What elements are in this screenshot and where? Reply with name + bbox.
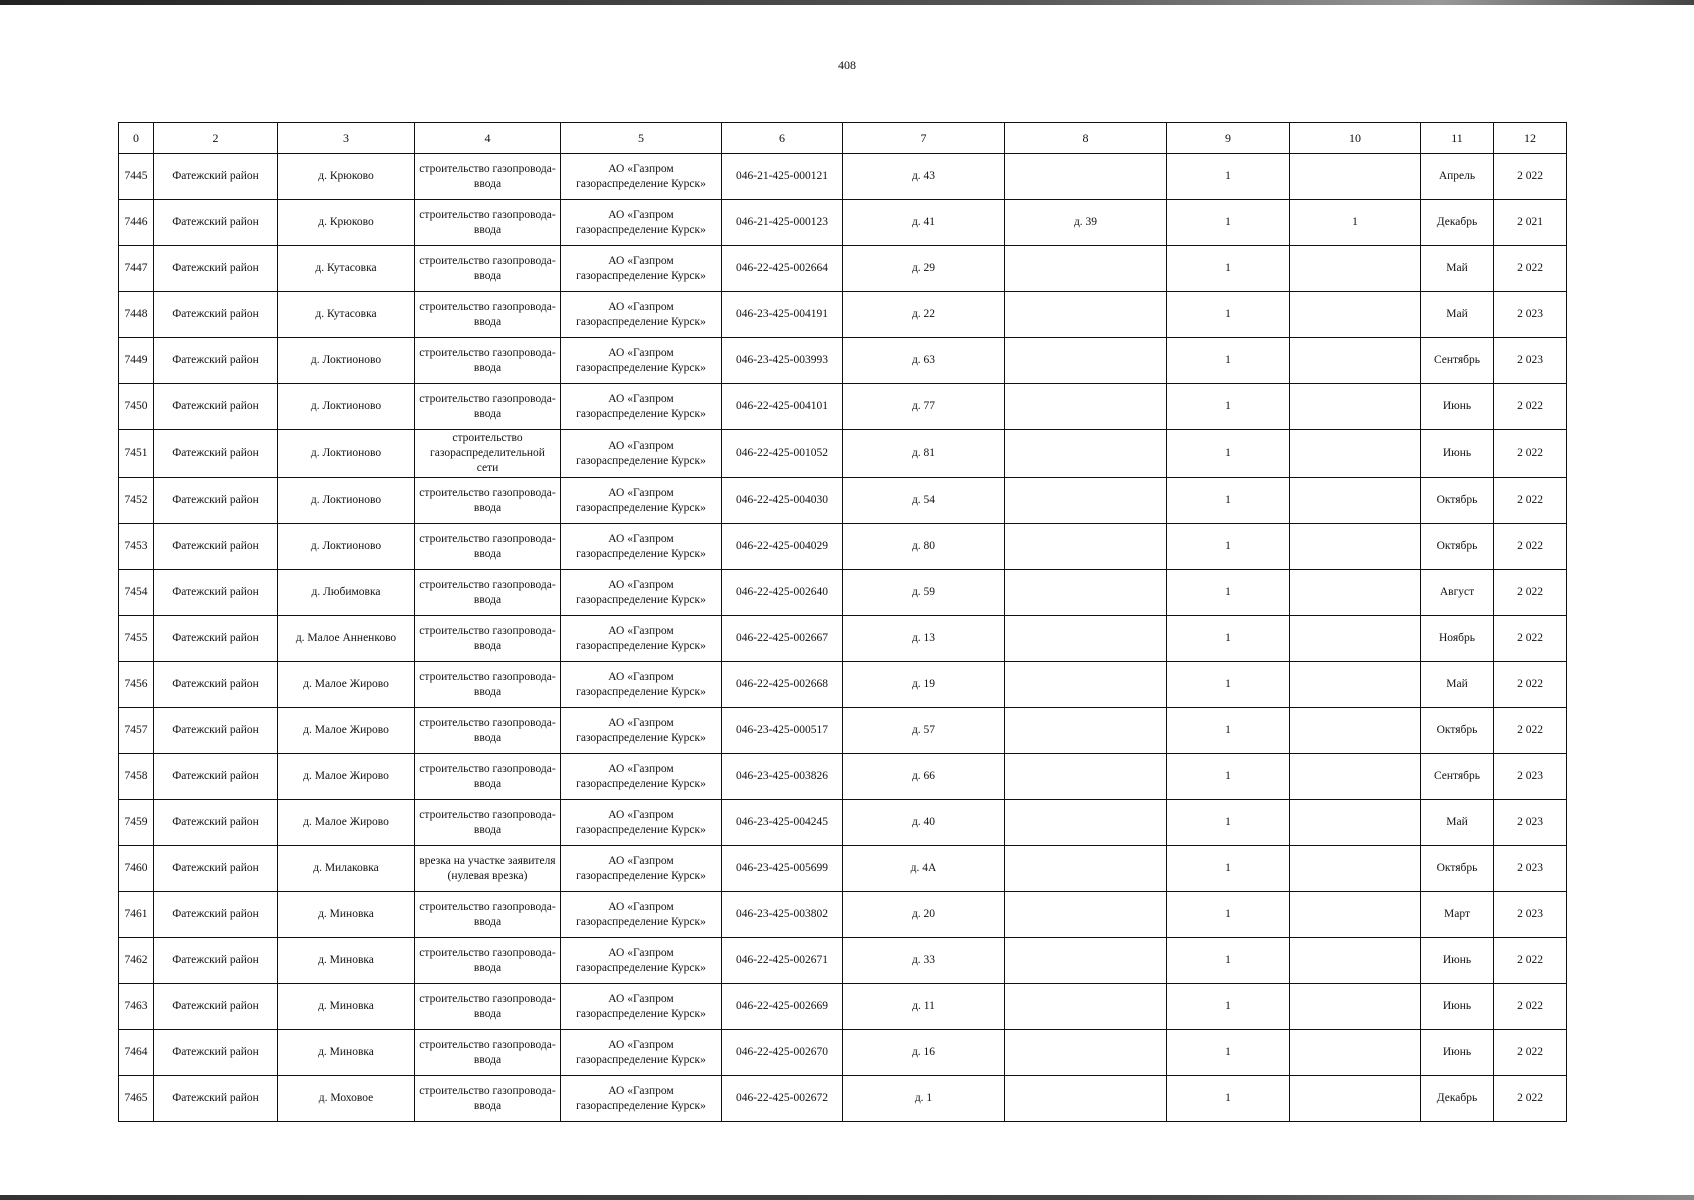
cell-house: д. 11 — [843, 984, 1005, 1030]
cell-col-8 — [1005, 1030, 1167, 1076]
cell-work-type: строительство газопровода-ввода — [415, 984, 561, 1030]
table-row — [119, 570, 1567, 616]
cell-year: 2 023 — [1494, 892, 1567, 938]
cell-col-10 — [1290, 338, 1421, 384]
cell-col-8 — [1005, 430, 1167, 478]
cell-col-8 — [1005, 524, 1167, 570]
cell-month: Май — [1421, 292, 1494, 338]
cell-organization: АО «Газпром газораспределение Курск» — [561, 892, 722, 938]
cell-organization: АО «Газпром газораспределение Курск» — [561, 292, 722, 338]
column-header: 0 — [119, 123, 154, 154]
table-row — [119, 384, 1567, 430]
cell-year: 2 022 — [1494, 984, 1567, 1030]
cell-col-9: 1 — [1167, 524, 1290, 570]
cell-application-code: 046-22-425-002671 — [722, 938, 843, 984]
cell-col-10 — [1290, 800, 1421, 846]
cell-locality: д. Малое Жирово — [278, 662, 415, 708]
table-body — [119, 154, 1567, 1122]
cell-year: 2 022 — [1494, 524, 1567, 570]
cell-work-type: строительство газопровода-ввода — [415, 338, 561, 384]
cell-locality: д. Любимовка — [278, 570, 415, 616]
cell-month: Декабрь — [1421, 200, 1494, 246]
cell-year: 2 023 — [1494, 292, 1567, 338]
cell-month: Июнь — [1421, 938, 1494, 984]
cell-house: д. 41 — [843, 200, 1005, 246]
cell-locality: д. Крюково — [278, 154, 415, 200]
cell-locality: д. Локтионово — [278, 524, 415, 570]
cell-month: Март — [1421, 892, 1494, 938]
cell-col-8 — [1005, 938, 1167, 984]
scan-edge-top — [0, 0, 1694, 5]
cell-year: 2 022 — [1494, 708, 1567, 754]
cell-district: Фатежский район — [154, 616, 278, 662]
cell-district: Фатежский район — [154, 984, 278, 1030]
cell-house: д. 19 — [843, 662, 1005, 708]
cell-year: 2 022 — [1494, 384, 1567, 430]
cell-work-type: строительство газопровода-ввода — [415, 524, 561, 570]
cell-row-number: 7463 — [119, 984, 154, 1030]
cell-house: д. 43 — [843, 154, 1005, 200]
column-header: 2 — [154, 123, 278, 154]
cell-locality: д. Кутасовка — [278, 292, 415, 338]
cell-application-code: 046-23-425-004191 — [722, 292, 843, 338]
cell-application-code: 046-22-425-002640 — [722, 570, 843, 616]
cell-locality: д. Миновка — [278, 1030, 415, 1076]
cell-organization: АО «Газпром газораспределение Курск» — [561, 984, 722, 1030]
cell-col-9: 1 — [1167, 800, 1290, 846]
cell-application-code: 046-21-425-000121 — [722, 154, 843, 200]
cell-district: Фатежский район — [154, 246, 278, 292]
cell-district: Фатежский район — [154, 1076, 278, 1122]
cell-locality: д. Локтионово — [278, 384, 415, 430]
cell-month: Октябрь — [1421, 478, 1494, 524]
cell-application-code: 046-22-425-002664 — [722, 246, 843, 292]
cell-organization: АО «Газпром газораспределение Курск» — [561, 478, 722, 524]
registry-table — [118, 122, 1567, 1122]
cell-month: Июнь — [1421, 984, 1494, 1030]
column-header: 3 — [278, 123, 415, 154]
cell-organization: АО «Газпром газораспределение Курск» — [561, 938, 722, 984]
cell-col-10 — [1290, 478, 1421, 524]
cell-work-type: строительство газопровода-ввода — [415, 892, 561, 938]
cell-application-code: 046-23-425-003826 — [722, 754, 843, 800]
cell-col-8 — [1005, 616, 1167, 662]
cell-row-number: 7447 — [119, 246, 154, 292]
cell-year: 2 023 — [1494, 754, 1567, 800]
cell-organization: АО «Газпром газораспределение Курск» — [561, 846, 722, 892]
cell-month: Июнь — [1421, 384, 1494, 430]
cell-year: 2 023 — [1494, 338, 1567, 384]
table-row — [119, 1030, 1567, 1076]
cell-year: 2 022 — [1494, 478, 1567, 524]
cell-house: д. 33 — [843, 938, 1005, 984]
cell-row-number: 7450 — [119, 384, 154, 430]
cell-house: д. 20 — [843, 892, 1005, 938]
cell-work-type: строительство газопровода-ввода — [415, 1076, 561, 1122]
cell-col-9: 1 — [1167, 662, 1290, 708]
cell-organization: АО «Газпром газораспределение Курск» — [561, 800, 722, 846]
cell-house: д. 59 — [843, 570, 1005, 616]
cell-row-number: 7461 — [119, 892, 154, 938]
cell-organization: АО «Газпром газораспределение Курск» — [561, 1030, 722, 1076]
cell-locality: д. Малое Жирово — [278, 708, 415, 754]
cell-col-10 — [1290, 892, 1421, 938]
cell-district: Фатежский район — [154, 524, 278, 570]
cell-col-9: 1 — [1167, 570, 1290, 616]
cell-col-9: 1 — [1167, 1030, 1290, 1076]
cell-organization: АО «Газпром газораспределение Курск» — [561, 1076, 722, 1122]
cell-house: д. 63 — [843, 338, 1005, 384]
cell-application-code: 046-22-425-004030 — [722, 478, 843, 524]
cell-application-code: 046-23-425-003802 — [722, 892, 843, 938]
cell-year: 2 023 — [1494, 800, 1567, 846]
cell-month: Июнь — [1421, 1030, 1494, 1076]
cell-work-type: строительство газораспределительной сети — [415, 430, 561, 478]
cell-district: Фатежский район — [154, 846, 278, 892]
cell-organization: АО «Газпром газораспределение Курск» — [561, 754, 722, 800]
cell-month: Декабрь — [1421, 1076, 1494, 1122]
table-row — [119, 984, 1567, 1030]
table-row — [119, 800, 1567, 846]
cell-house: д. 16 — [843, 1030, 1005, 1076]
cell-organization: АО «Газпром газораспределение Курск» — [561, 570, 722, 616]
cell-month: Май — [1421, 246, 1494, 292]
cell-year: 2 022 — [1494, 430, 1567, 478]
cell-work-type: врезка на участке заявителя (нулевая врезка) — [415, 846, 561, 892]
cell-col-10 — [1290, 1076, 1421, 1122]
header-row — [119, 123, 1567, 154]
cell-organization: АО «Газпром газораспределение Курск» — [561, 384, 722, 430]
cell-month: Ноябрь — [1421, 616, 1494, 662]
cell-year: 2 022 — [1494, 570, 1567, 616]
cell-district: Фатежский район — [154, 662, 278, 708]
cell-house: д. 40 — [843, 800, 1005, 846]
cell-district: Фатежский район — [154, 1030, 278, 1076]
cell-row-number: 7449 — [119, 338, 154, 384]
cell-application-code: 046-22-425-002669 — [722, 984, 843, 1030]
table-row — [119, 1076, 1567, 1122]
cell-district: Фатежский район — [154, 938, 278, 984]
cell-work-type: строительство газопровода-ввода — [415, 292, 561, 338]
cell-organization: АО «Газпром газораспределение Курск» — [561, 616, 722, 662]
table-row — [119, 200, 1567, 246]
table-row — [119, 246, 1567, 292]
cell-col-10 — [1290, 524, 1421, 570]
cell-month: Апрель — [1421, 154, 1494, 200]
cell-col-8 — [1005, 292, 1167, 338]
cell-col-10 — [1290, 846, 1421, 892]
cell-col-8 — [1005, 846, 1167, 892]
cell-organization: АО «Газпром газораспределение Курск» — [561, 154, 722, 200]
cell-col-9: 1 — [1167, 292, 1290, 338]
column-header: 8 — [1005, 123, 1167, 154]
cell-year: 2 021 — [1494, 200, 1567, 246]
cell-month: Июнь — [1421, 430, 1494, 478]
cell-col-10 — [1290, 616, 1421, 662]
cell-application-code: 046-22-425-002667 — [722, 616, 843, 662]
cell-work-type: строительство газопровода-ввода — [415, 754, 561, 800]
cell-month: Сентябрь — [1421, 754, 1494, 800]
page-number: 408 — [838, 58, 856, 72]
scan-edge-bottom — [0, 1195, 1694, 1200]
cell-col-8 — [1005, 662, 1167, 708]
cell-house: д. 13 — [843, 616, 1005, 662]
column-header: 6 — [722, 123, 843, 154]
cell-col-9: 1 — [1167, 154, 1290, 200]
cell-col-10: 1 — [1290, 200, 1421, 246]
cell-month: Октябрь — [1421, 708, 1494, 754]
cell-district: Фатежский район — [154, 892, 278, 938]
cell-month: Октябрь — [1421, 846, 1494, 892]
cell-locality: д. Локтионово — [278, 478, 415, 524]
cell-col-8 — [1005, 892, 1167, 938]
cell-col-10 — [1290, 292, 1421, 338]
cell-organization: АО «Газпром газораспределение Курск» — [561, 246, 722, 292]
cell-district: Фатежский район — [154, 570, 278, 616]
cell-col-10 — [1290, 246, 1421, 292]
cell-district: Фатежский район — [154, 338, 278, 384]
cell-col-8: д. 39 — [1005, 200, 1167, 246]
cell-row-number: 7456 — [119, 662, 154, 708]
column-header: 4 — [415, 123, 561, 154]
cell-house: д. 54 — [843, 478, 1005, 524]
cell-col-9: 1 — [1167, 754, 1290, 800]
cell-organization: АО «Газпром газораспределение Курск» — [561, 200, 722, 246]
cell-row-number: 7451 — [119, 430, 154, 478]
cell-row-number: 7458 — [119, 754, 154, 800]
cell-col-9: 1 — [1167, 430, 1290, 478]
cell-work-type: строительство газопровода-ввода — [415, 478, 561, 524]
cell-col-9: 1 — [1167, 338, 1290, 384]
column-header: 11 — [1421, 123, 1494, 154]
cell-locality: д. Моховое — [278, 1076, 415, 1122]
cell-col-10 — [1290, 1030, 1421, 1076]
cell-house: д. 77 — [843, 384, 1005, 430]
cell-locality: д. Локтионово — [278, 430, 415, 478]
cell-house: д. 29 — [843, 246, 1005, 292]
column-header: 5 — [561, 123, 722, 154]
cell-locality: д. Миновка — [278, 984, 415, 1030]
cell-col-9: 1 — [1167, 708, 1290, 754]
cell-col-8 — [1005, 1076, 1167, 1122]
cell-organization: АО «Газпром газораспределение Курск» — [561, 430, 722, 478]
cell-district: Фатежский район — [154, 478, 278, 524]
table-row — [119, 754, 1567, 800]
cell-application-code: 046-21-425-000123 — [722, 200, 843, 246]
cell-row-number: 7465 — [119, 1076, 154, 1122]
cell-col-10 — [1290, 938, 1421, 984]
cell-locality: д. Кутасовка — [278, 246, 415, 292]
table-row — [119, 616, 1567, 662]
cell-house: д. 57 — [843, 708, 1005, 754]
cell-col-8 — [1005, 478, 1167, 524]
cell-row-number: 7454 — [119, 570, 154, 616]
cell-col-10 — [1290, 754, 1421, 800]
table-header — [119, 123, 1567, 154]
table-row — [119, 846, 1567, 892]
cell-work-type: строительство газопровода-ввода — [415, 384, 561, 430]
table-row — [119, 154, 1567, 200]
cell-work-type: строительство газопровода-ввода — [415, 570, 561, 616]
cell-month: Август — [1421, 570, 1494, 616]
cell-work-type: строительство газопровода-ввода — [415, 800, 561, 846]
cell-locality: д. Миновка — [278, 938, 415, 984]
cell-work-type: строительство газопровода-ввода — [415, 708, 561, 754]
cell-col-8 — [1005, 708, 1167, 754]
cell-col-9: 1 — [1167, 384, 1290, 430]
cell-application-code: 046-22-425-002670 — [722, 1030, 843, 1076]
cell-col-9: 1 — [1167, 200, 1290, 246]
cell-month: Сентябрь — [1421, 338, 1494, 384]
cell-work-type: строительство газопровода-ввода — [415, 200, 561, 246]
cell-application-code: 046-22-425-002668 — [722, 662, 843, 708]
cell-application-code: 046-23-425-005699 — [722, 846, 843, 892]
cell-col-8 — [1005, 570, 1167, 616]
cell-work-type: строительство газопровода-ввода — [415, 616, 561, 662]
cell-col-9: 1 — [1167, 478, 1290, 524]
cell-application-code: 046-22-425-004029 — [722, 524, 843, 570]
cell-col-10 — [1290, 984, 1421, 1030]
cell-locality: д. Малое Анненково — [278, 616, 415, 662]
cell-col-9: 1 — [1167, 846, 1290, 892]
cell-col-8 — [1005, 984, 1167, 1030]
cell-year: 2 022 — [1494, 1076, 1567, 1122]
cell-locality: д. Миновка — [278, 892, 415, 938]
cell-district: Фатежский район — [154, 708, 278, 754]
cell-district: Фатежский район — [154, 200, 278, 246]
cell-row-number: 7453 — [119, 524, 154, 570]
cell-organization: АО «Газпром газораспределение Курск» — [561, 708, 722, 754]
cell-application-code: 046-23-425-004245 — [722, 800, 843, 846]
cell-row-number: 7462 — [119, 938, 154, 984]
cell-col-10 — [1290, 662, 1421, 708]
table-row — [119, 708, 1567, 754]
cell-locality: д. Малое Жирово — [278, 754, 415, 800]
table-row — [119, 524, 1567, 570]
cell-row-number: 7459 — [119, 800, 154, 846]
cell-col-10 — [1290, 430, 1421, 478]
cell-district: Фатежский район — [154, 154, 278, 200]
cell-organization: АО «Газпром газораспределение Курск» — [561, 662, 722, 708]
cell-col-8 — [1005, 384, 1167, 430]
cell-work-type: строительство газопровода-ввода — [415, 938, 561, 984]
table-row — [119, 478, 1567, 524]
cell-row-number: 7457 — [119, 708, 154, 754]
table-row — [119, 338, 1567, 384]
cell-organization: АО «Газпром газораспределение Курск» — [561, 338, 722, 384]
cell-year: 2 023 — [1494, 846, 1567, 892]
cell-application-code: 046-23-425-003993 — [722, 338, 843, 384]
table-row — [119, 892, 1567, 938]
cell-col-8 — [1005, 338, 1167, 384]
cell-year: 2 022 — [1494, 154, 1567, 200]
cell-year: 2 022 — [1494, 1030, 1567, 1076]
cell-row-number: 7448 — [119, 292, 154, 338]
table-row — [119, 662, 1567, 708]
cell-month: Октябрь — [1421, 524, 1494, 570]
cell-col-9: 1 — [1167, 984, 1290, 1030]
cell-locality: д. Малое Жирово — [278, 800, 415, 846]
cell-application-code: 046-22-425-004101 — [722, 384, 843, 430]
cell-application-code: 046-22-425-001052 — [722, 430, 843, 478]
cell-col-9: 1 — [1167, 1076, 1290, 1122]
cell-district: Фатежский район — [154, 430, 278, 478]
cell-work-type: строительство газопровода-ввода — [415, 1030, 561, 1076]
column-header: 10 — [1290, 123, 1421, 154]
cell-col-8 — [1005, 800, 1167, 846]
cell-row-number: 7446 — [119, 200, 154, 246]
cell-col-10 — [1290, 708, 1421, 754]
cell-house: д. 81 — [843, 430, 1005, 478]
cell-district: Фатежский район — [154, 292, 278, 338]
cell-row-number: 7452 — [119, 478, 154, 524]
cell-col-10 — [1290, 384, 1421, 430]
cell-house: д. 4А — [843, 846, 1005, 892]
cell-col-9: 1 — [1167, 892, 1290, 938]
cell-col-8 — [1005, 754, 1167, 800]
cell-col-9: 1 — [1167, 938, 1290, 984]
cell-col-10 — [1290, 154, 1421, 200]
cell-locality: д. Крюково — [278, 200, 415, 246]
cell-house: д. 66 — [843, 754, 1005, 800]
cell-application-code: 046-23-425-000517 — [722, 708, 843, 754]
cell-col-8 — [1005, 246, 1167, 292]
column-header: 12 — [1494, 123, 1567, 154]
cell-district: Фатежский район — [154, 384, 278, 430]
cell-locality: д. Милаковка — [278, 846, 415, 892]
table-row — [119, 430, 1567, 478]
cell-row-number: 7445 — [119, 154, 154, 200]
cell-work-type: строительство газопровода-ввода — [415, 154, 561, 200]
cell-row-number: 7460 — [119, 846, 154, 892]
cell-house: д. 1 — [843, 1076, 1005, 1122]
cell-house: д. 80 — [843, 524, 1005, 570]
cell-row-number: 7464 — [119, 1030, 154, 1076]
cell-year: 2 022 — [1494, 616, 1567, 662]
cell-year: 2 022 — [1494, 246, 1567, 292]
cell-col-10 — [1290, 570, 1421, 616]
table-row — [119, 292, 1567, 338]
cell-house: д. 22 — [843, 292, 1005, 338]
cell-work-type: строительство газопровода-ввода — [415, 246, 561, 292]
cell-col-9: 1 — [1167, 616, 1290, 662]
cell-district: Фатежский район — [154, 754, 278, 800]
cell-month: Май — [1421, 662, 1494, 708]
cell-row-number: 7455 — [119, 616, 154, 662]
column-header: 9 — [1167, 123, 1290, 154]
table-row — [119, 938, 1567, 984]
cell-organization: АО «Газпром газораспределение Курск» — [561, 524, 722, 570]
column-header: 7 — [843, 123, 1005, 154]
cell-locality: д. Локтионово — [278, 338, 415, 384]
cell-month: Май — [1421, 800, 1494, 846]
cell-year: 2 022 — [1494, 662, 1567, 708]
cell-col-8 — [1005, 154, 1167, 200]
cell-application-code: 046-22-425-002672 — [722, 1076, 843, 1122]
cell-col-9: 1 — [1167, 246, 1290, 292]
cell-year: 2 022 — [1494, 938, 1567, 984]
cell-work-type: строительство газопровода-ввода — [415, 662, 561, 708]
cell-district: Фатежский район — [154, 800, 278, 846]
